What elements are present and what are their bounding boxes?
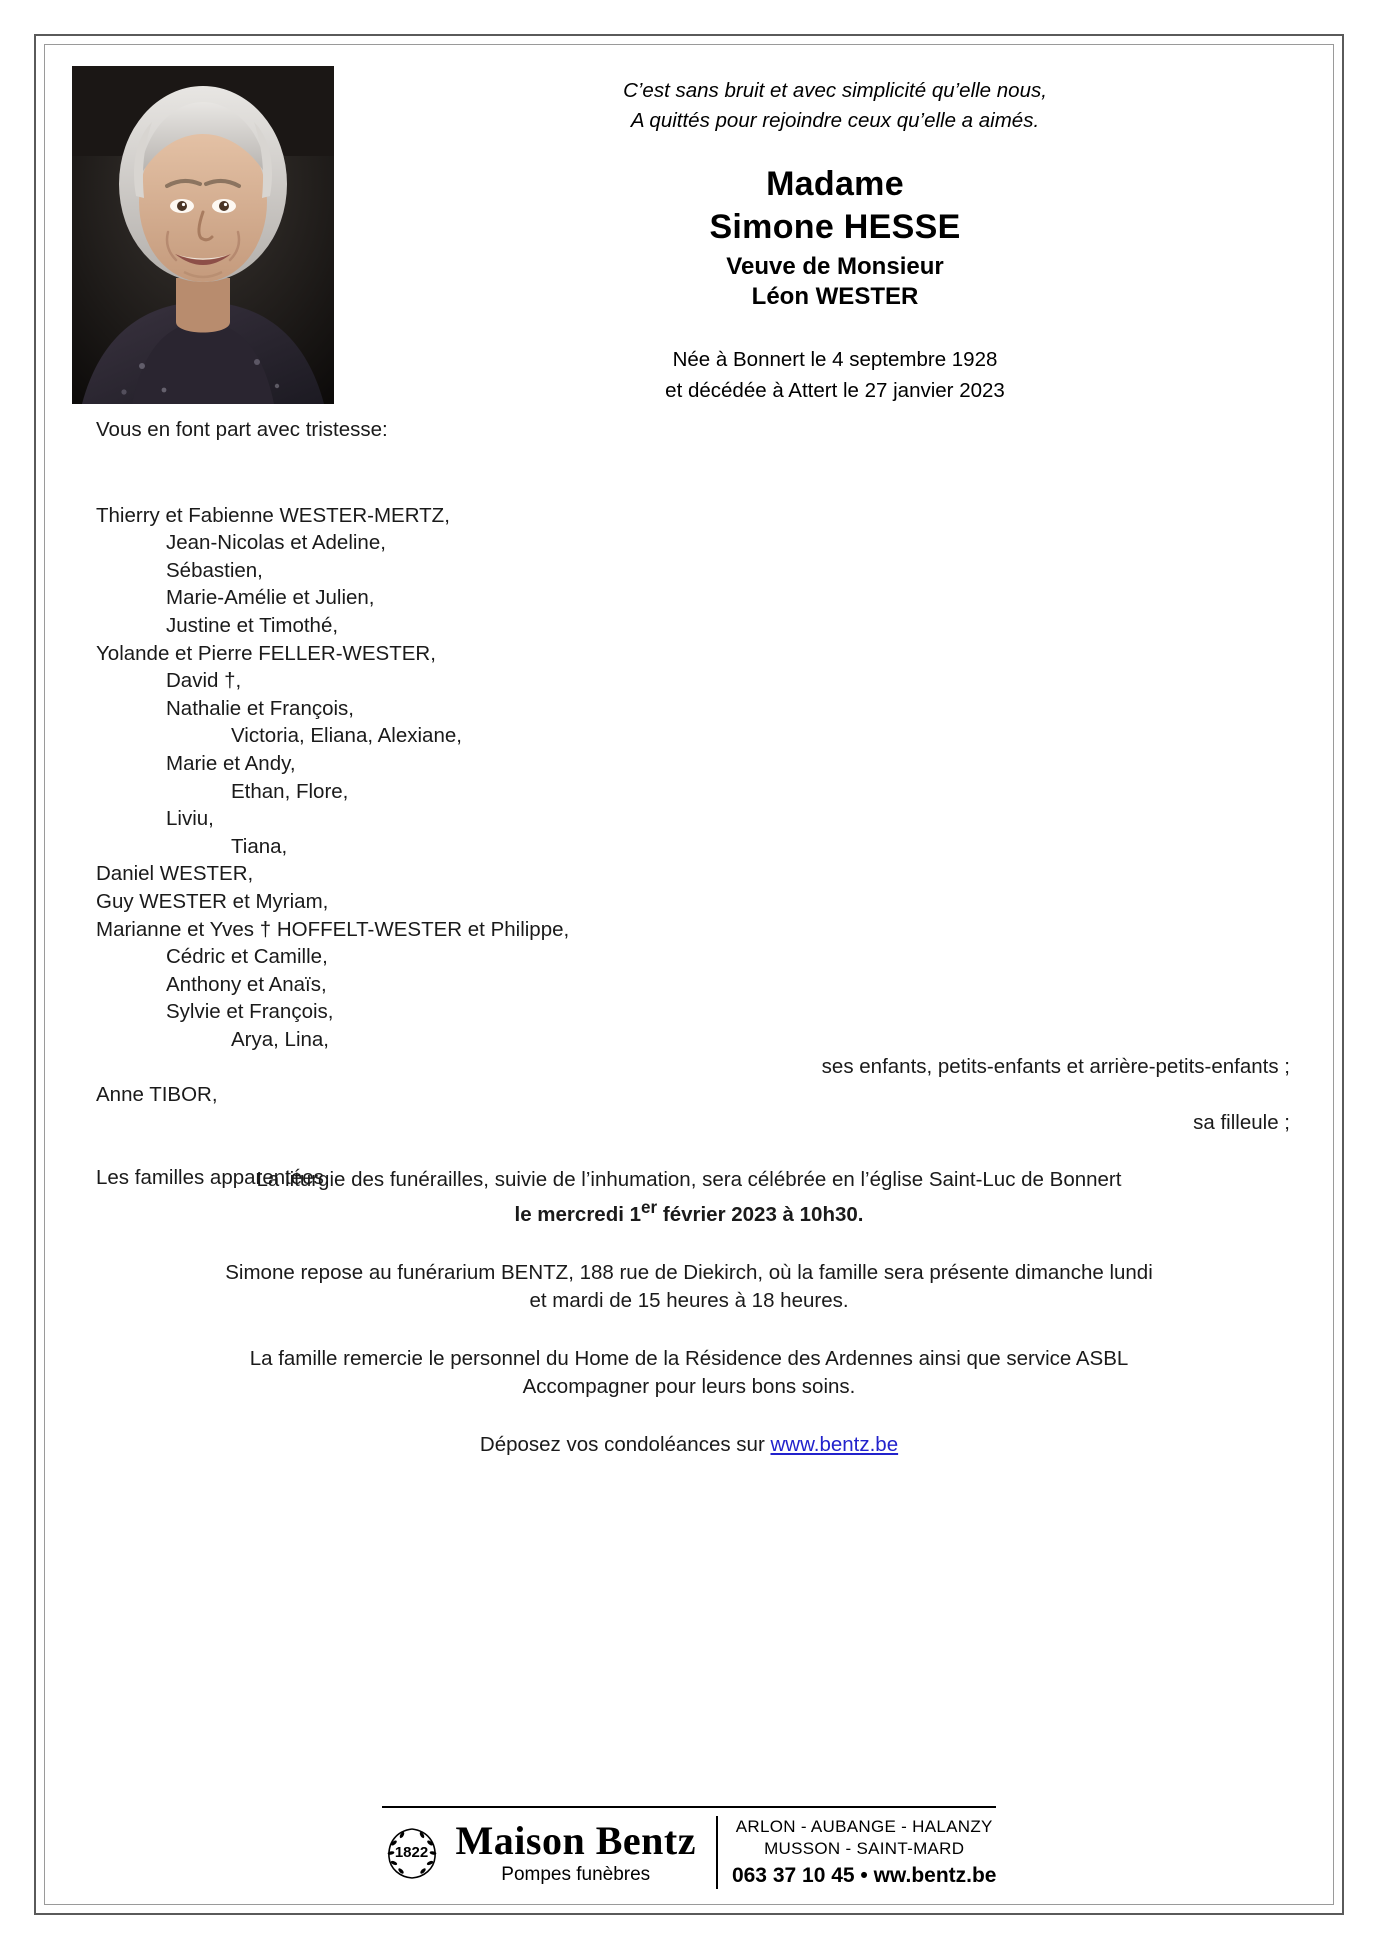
family-row: Thierry et Fabienne WESTER-MERTZ, bbox=[96, 503, 450, 527]
family-row: Liviu, bbox=[166, 807, 214, 831]
contact-block bbox=[716, 1816, 997, 1889]
family-row: Daniel WESTER, bbox=[96, 862, 254, 886]
spouse-name: Léon WESTER bbox=[751, 283, 919, 311]
condolences-block bbox=[60, 1431, 1318, 1459]
memorial-quote bbox=[360, 76, 1310, 135]
towns-line-1: ARLON - AUBANGE - HALANZY bbox=[735, 1817, 993, 1837]
liturgy-block bbox=[60, 1166, 1318, 1229]
children-note: ses enfants, petits-enfants et arrière-petits-enfants ; bbox=[821, 1055, 1290, 1079]
life-dates bbox=[360, 345, 1310, 407]
wreath-icon bbox=[382, 1823, 442, 1883]
bentz-logo bbox=[382, 1806, 997, 1889]
card-header bbox=[60, 56, 1318, 426]
condolences-link[interactable]: www.bentz.be bbox=[770, 1432, 899, 1456]
family-rows bbox=[96, 502, 1296, 1054]
repose-line-2: et mardi de 15 heures à 18 heures. bbox=[529, 1288, 849, 1312]
family-row: Victoria, Eliana, Alexiane, bbox=[231, 724, 462, 748]
brand-subtitle: Pompes funèbres bbox=[501, 1864, 651, 1886]
condolences-prefix: Déposez vos condoléances sur bbox=[479, 1432, 771, 1456]
liturgy-line-2 bbox=[60, 1194, 1318, 1229]
phone-line: 063 37 10 45 • ww.bentz.be bbox=[731, 1863, 997, 1887]
family-row: Yolande et Pierre FELLER-WESTER, bbox=[96, 641, 436, 665]
deceased-name: Simone HESSE bbox=[709, 208, 961, 247]
family-row: Cédric et Camille, bbox=[166, 945, 328, 969]
family-row: Guy WESTER et Myriam, bbox=[96, 889, 329, 913]
family-list bbox=[96, 474, 1296, 1191]
portrait-photo bbox=[72, 66, 334, 404]
ceremony-section bbox=[60, 1166, 1318, 1459]
family-row: Ethan, Flore, bbox=[231, 779, 349, 803]
goddaughter-note: sa filleule ; bbox=[1193, 1110, 1290, 1134]
thanks-block bbox=[60, 1345, 1318, 1401]
footer-logo-area bbox=[60, 1806, 1318, 1889]
header-text-block bbox=[360, 76, 1310, 407]
family-row: Justine et Timothé, bbox=[166, 613, 339, 637]
brand-block bbox=[455, 1818, 696, 1886]
relatives-line: Les familles apparentées. bbox=[96, 1165, 330, 1189]
liturgy-line-1: La liturgie des funérailles, suivie de l’inhumation, sera célébrée en l’église Saint-Luc de Bonnert bbox=[256, 1168, 1122, 1191]
family-row: Sylvie et François, bbox=[166, 1000, 334, 1024]
announcement-line: Vous en font part avec tristesse: bbox=[96, 418, 388, 441]
towns-line-2: MUSSON - SAINT-MARD bbox=[764, 1838, 965, 1858]
family-row: Anthony et Anaïs, bbox=[166, 972, 327, 996]
family-row: Nathalie et François, bbox=[166, 696, 355, 720]
family-row: Marie-Amélie et Julien, bbox=[166, 586, 375, 610]
family-row: David †, bbox=[166, 669, 242, 693]
family-spacer bbox=[96, 474, 1296, 502]
death-line: et décédée à Attert le 27 janvier 2023 bbox=[665, 379, 1005, 403]
family-row: Tiana, bbox=[231, 834, 288, 858]
thanks-line-2: Accompagner pour leurs bons soins. bbox=[522, 1374, 856, 1398]
founding-year: 1822 bbox=[394, 1844, 429, 1862]
repose-block bbox=[60, 1259, 1318, 1315]
family-row: Sébastien, bbox=[166, 558, 263, 582]
family-spacer-2 bbox=[96, 1136, 1296, 1164]
thanks-line-1: La famille remercie le personnel du Home de la Résidence des Ardennes ainsi que service ASBL bbox=[249, 1346, 1129, 1370]
repose-line-1: Simone repose au funérarium BENTZ, 188 rue de Diekirch, où la famille sera présente dimanche lundi bbox=[225, 1260, 1153, 1284]
quote-line-1: C’est sans bruit et avec simplicité qu’elle nous, bbox=[623, 79, 1047, 102]
family-row: Arya, Lina, bbox=[231, 1027, 329, 1051]
family-row: Marie et Andy, bbox=[166, 751, 296, 775]
card-content bbox=[60, 56, 1318, 1893]
family-row: Marianne et Yves † HOFFELT-WESTER et Philippe, bbox=[96, 917, 570, 941]
goddaughter-name: Anne TIBOR, bbox=[96, 1083, 218, 1107]
birth-line: Née à Bonnert le 4 septembre 1928 bbox=[672, 348, 998, 372]
liturgy-date-text: le mercredi 1er février 2023 à 10h30. bbox=[514, 1198, 864, 1226]
quote-line-2: A quittés pour rejoindre ceux qu’elle a aimés. bbox=[630, 108, 1040, 132]
spouse-prefix: Veuve de Monsieur bbox=[726, 253, 944, 281]
brand-name: Maison Bentz bbox=[455, 1818, 696, 1864]
family-row: Jean-Nicolas et Adeline, bbox=[166, 531, 386, 555]
deceased-title: Madame bbox=[766, 165, 904, 204]
